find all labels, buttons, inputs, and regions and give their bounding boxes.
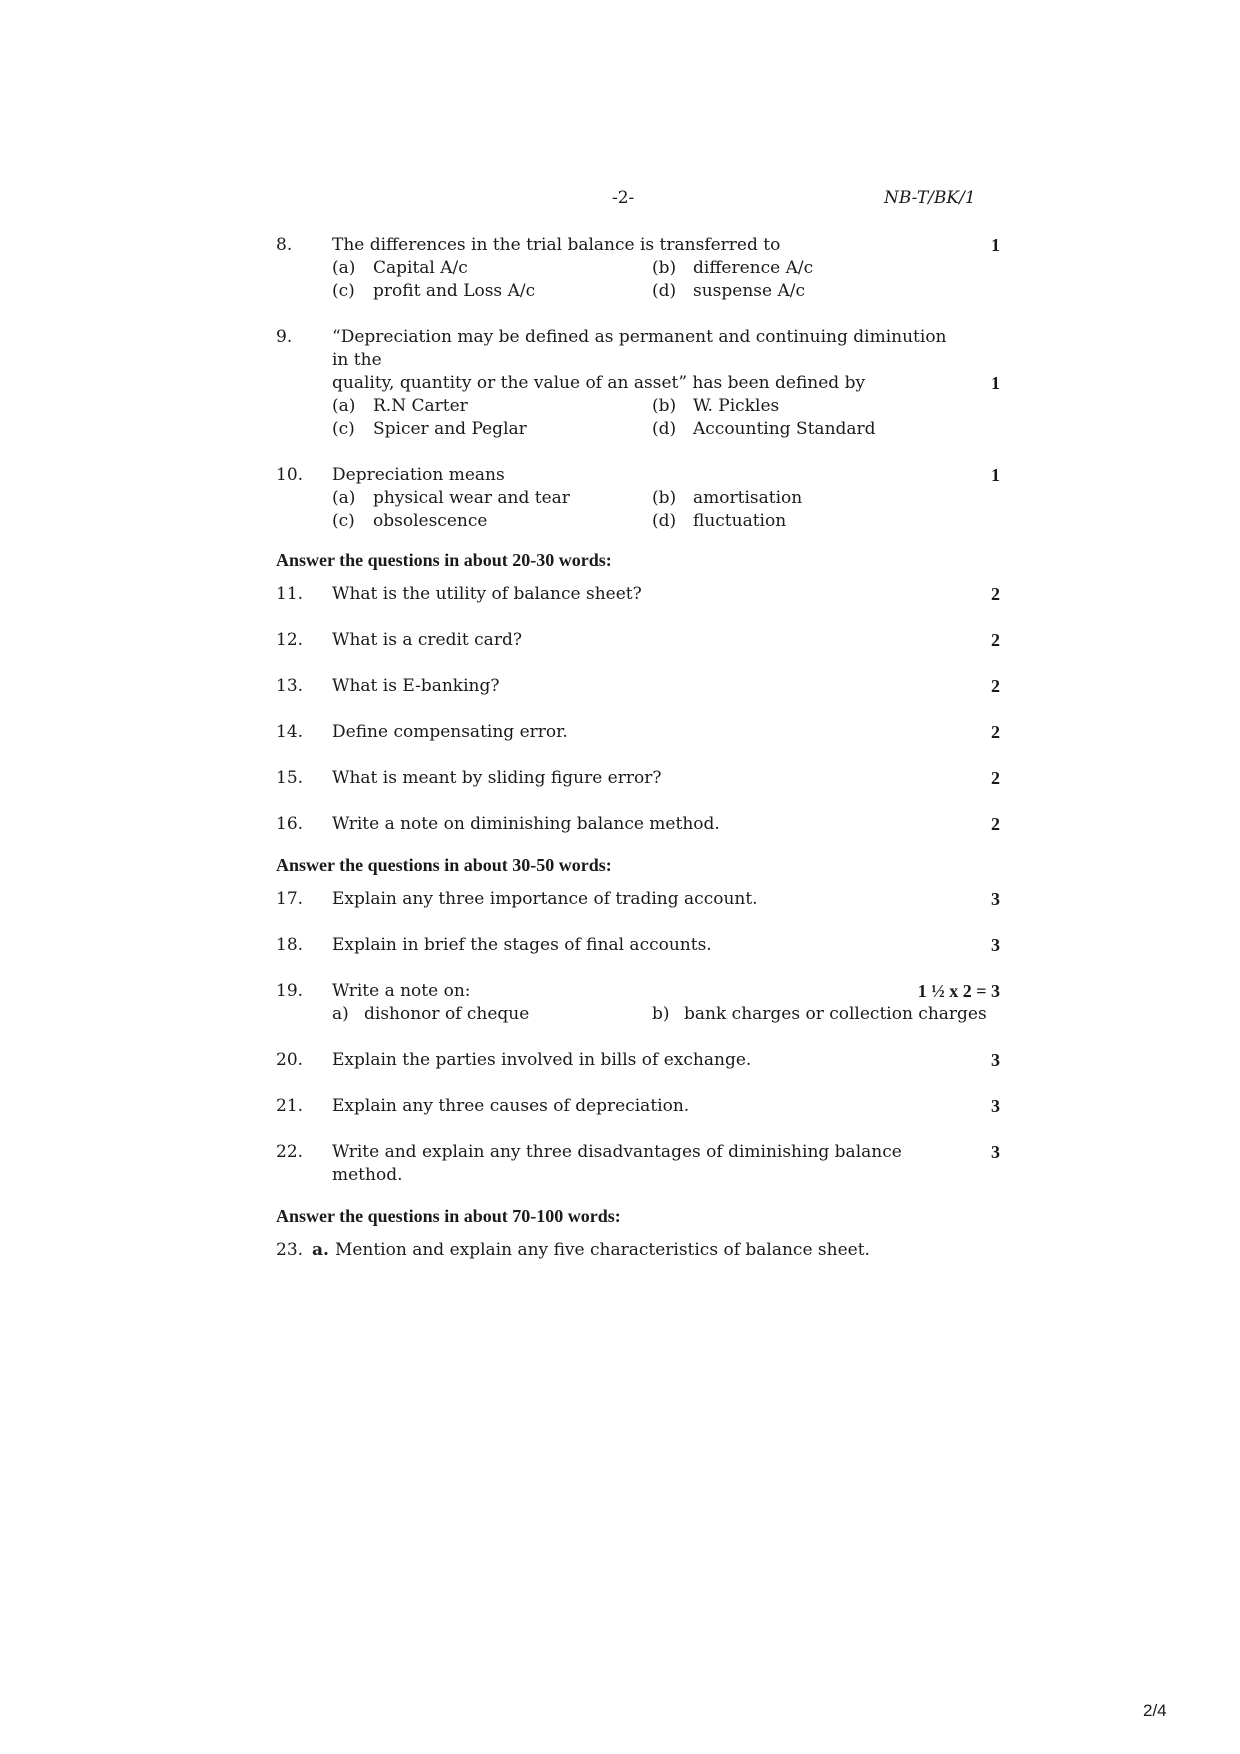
section-heading-30-50: Answer the questions in about 30-50 words: <box>276 855 612 875</box>
page-header <box>0 188 1240 212</box>
marks: 3 <box>991 1050 1000 1070</box>
marks: 2 <box>991 630 1000 650</box>
question-14: 14. Define compensating error. 2 <box>276 722 1000 742</box>
question-10 <box>276 464 1000 533</box>
question-text: What is the utility of balance sheet? <box>332 584 642 604</box>
question-text-line-1: “Depreciation may be defined as permanent and continuing diminution in the <box>332 327 947 370</box>
option-d: (d) Accounting Standard <box>652 419 876 439</box>
question-text: Mention and explain any five characteristics of balance sheet. <box>334 1240 870 1260</box>
marks: 2 <box>991 814 1000 834</box>
options <box>332 257 1000 303</box>
marks: 3 <box>991 935 1000 955</box>
question-17: 17. Explain any three importance of trading account. 3 <box>276 889 1000 909</box>
section-heading-70-100: Answer the questions in about 70-100 words: <box>276 1206 621 1226</box>
marks: 2 <box>991 584 1000 604</box>
question-text: Define compensating error. <box>332 722 568 742</box>
marks: 3 <box>991 1096 1000 1116</box>
question-text: Write a note on diminishing balance method. <box>332 814 720 834</box>
question-22: 22. Write and explain any three disadvantages of diminishing balance method. 3 <box>276 1142 1000 1185</box>
question-8 <box>276 234 1000 303</box>
question-9 <box>276 326 1000 441</box>
option-c: (c) obsolescence <box>332 511 488 531</box>
option-a: (a) physical wear and tear <box>332 488 570 508</box>
question-18: 18. Explain in brief the stages of final accounts. 3 <box>276 935 1000 955</box>
page-counter: 2/4 <box>1143 1701 1167 1720</box>
page-number: -2- <box>612 188 635 208</box>
marks: 3 <box>991 1142 1000 1162</box>
question-21: 21. Explain any three causes of depreciation. 3 <box>276 1096 1000 1116</box>
option-c: (c) profit and Loss A/c <box>332 281 536 301</box>
question-23: 23. a. Mention and explain any five characteristics of balance sheet. <box>276 1240 870 1260</box>
question-text: Explain any three importance of trading account. <box>332 889 758 909</box>
options <box>332 1003 1000 1026</box>
question-text: Depreciation means <box>332 465 505 485</box>
paper-code: NB-T/BK/1 <box>884 188 976 208</box>
question-text: Explain in brief the stages of final accounts. <box>332 935 712 955</box>
option-a: (a) R.N Carter <box>332 396 468 416</box>
marks: 2 <box>991 676 1000 696</box>
option-b: (b) amortisation <box>652 488 803 508</box>
question-11: 11. What is the utility of balance sheet? 2 <box>276 584 1000 604</box>
options <box>332 395 1000 441</box>
question-text: What is a credit card? <box>332 630 522 650</box>
question-19: 19. Write a note on: 1 ½ x 2 = 3 a) dishonor of cheque b) bank charges or collection charges <box>276 981 1000 1024</box>
marks: 1 ½ x 2 = 3 <box>917 981 1000 1001</box>
option-b: b) bank charges or collection charges <box>652 1004 987 1024</box>
question-20: 20. Explain the parties involved in bills of exchange. 3 <box>276 1050 1000 1070</box>
option-d: (d) suspense A/c <box>652 281 806 301</box>
options <box>332 487 1000 533</box>
question-15: 15. What is meant by sliding figure error? 2 <box>276 768 1000 788</box>
question-number: 8. <box>276 235 293 255</box>
question-text: What is meant by sliding figure error? <box>332 768 662 788</box>
section-heading-20-30: Answer the questions in about 20-30 words: <box>276 550 612 570</box>
question-text-line-2: quality, quantity or the value of an asset” has been defined by <box>332 373 866 393</box>
question-text: What is E-banking? <box>332 676 500 696</box>
marks: 2 <box>991 768 1000 788</box>
marks: 1 <box>991 465 1000 485</box>
question-text: The differences in the trial balance is transferred to <box>332 235 781 255</box>
question-paper-body <box>276 234 1000 1262</box>
question-text: Explain any three causes of depreciation. <box>332 1096 690 1116</box>
marks: 1 <box>991 373 1000 393</box>
sub-question-label: a. <box>312 1240 329 1260</box>
marks: 2 <box>991 722 1000 742</box>
option-b: (b) W. Pickles <box>652 396 780 416</box>
question-text: Explain the parties involved in bills of exchange. <box>332 1050 752 1070</box>
question-number: 9. <box>276 327 293 347</box>
marks: 1 <box>991 235 1000 255</box>
question-12: 12. What is a credit card? 2 <box>276 630 1000 650</box>
question-16: 16. Write a note on diminishing balance method. 2 <box>276 814 1000 834</box>
question-number: 10. <box>276 465 304 485</box>
question-13: 13. What is E-banking? 2 <box>276 676 1000 696</box>
option-d: (d) fluctuation <box>652 511 787 531</box>
option-c: (c) Spicer and Peglar <box>332 419 527 439</box>
option-a: a) dishonor of cheque <box>332 1004 530 1024</box>
option-a: (a) Capital A/c <box>332 258 468 278</box>
option-b: (b) difference A/c <box>652 258 814 278</box>
question-text: Write and explain any three disadvantages of diminishing balance method. <box>332 1142 902 1185</box>
marks: 3 <box>991 889 1000 909</box>
question-text: Write a note on: <box>332 981 471 1001</box>
